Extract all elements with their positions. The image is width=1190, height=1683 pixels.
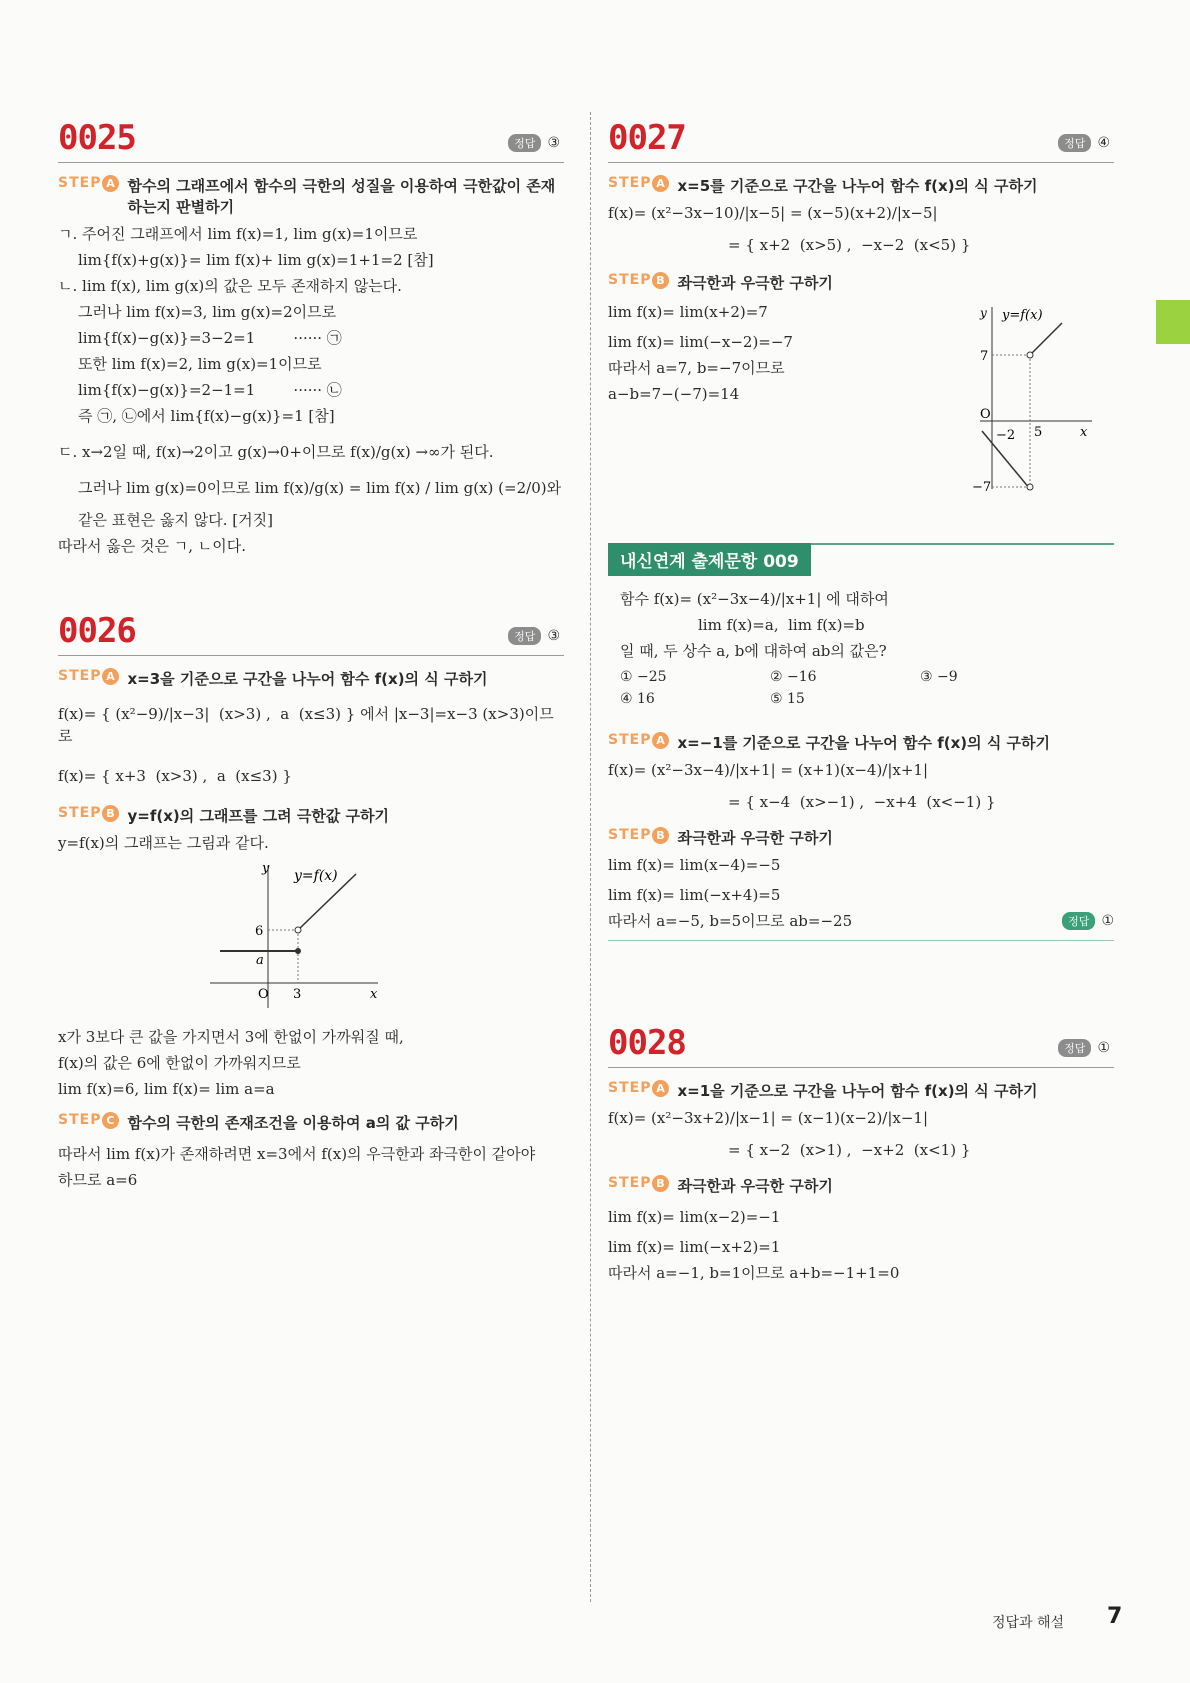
- origin-label: O: [258, 987, 269, 1002]
- problem-number: 0025: [58, 118, 136, 158]
- curve-label: y=f(x): [294, 868, 338, 884]
- step-title: x=3을 기준으로 구간을 나누어 함수 f(x)의 식 구하기: [127, 670, 488, 688]
- answer-value: ③: [547, 628, 560, 644]
- footer-label: 정답과 해설: [992, 1615, 1065, 1631]
- answer: [508, 627, 560, 645]
- tick-label: 6: [255, 924, 264, 939]
- text-line: y=f(x)의 그래프는 그림과 같다.: [58, 834, 269, 852]
- tick-label: −7: [972, 480, 992, 491]
- text-line: f(x)= (x²−3x−4)/|x+1| = (x+1)(x−4)/|x+1|: [608, 761, 929, 779]
- answer: [1058, 1039, 1110, 1057]
- right-segment: [1030, 323, 1062, 355]
- answer-badge: 정답: [508, 134, 541, 152]
- step-tag: STEP A: [608, 1080, 669, 1097]
- answer-badge: 정답: [1062, 912, 1095, 930]
- text-line: 따라서 a=−1, b=1이므로 a+b=−1+1=0: [608, 1264, 900, 1282]
- step-a: [608, 732, 1114, 753]
- origin-label: O: [980, 407, 991, 422]
- step-b-body: [608, 301, 1114, 491]
- open-point: [1027, 352, 1033, 358]
- answer-value: ①: [1097, 1040, 1110, 1056]
- text-line: = { x+2 (x>5) , −x−2 (x<5) }: [728, 236, 971, 254]
- step-tag: STEP A: [608, 732, 669, 749]
- answer: [1058, 134, 1110, 152]
- step-title: 함수의 극한의 존재조건을 이용하여 a의 값 구하기: [127, 1114, 459, 1132]
- tick-label: 3: [293, 987, 302, 1002]
- step-a: [608, 1080, 1114, 1101]
- text-line: lim f(x)=a, lim f(x)=b: [698, 616, 865, 634]
- text-line: f(x)의 값은 6에 한없이 가까워지므로: [58, 1054, 301, 1072]
- tick-label: 5: [1034, 425, 1043, 440]
- text-line: f(x)= { x+3 (x>3) , a (x≤3) }: [58, 767, 292, 785]
- text-line: f(x)= (x²−3x+2)/|x−1| = (x−1)(x−2)/|x−1|: [608, 1109, 929, 1127]
- tick-label: −2: [996, 428, 1016, 443]
- tick-label: a: [256, 953, 264, 968]
- step-title: x=1을 기준으로 구간을 나누어 함수 f(x)의 식 구하기: [677, 1082, 1038, 1100]
- open-point: [295, 927, 301, 933]
- step-tag: STEP B: [608, 272, 669, 289]
- open-point: [1027, 484, 1033, 490]
- text-line: lim f(x)= lim(−x−2)=−7: [608, 333, 793, 351]
- text-line: 하므로 a=6: [58, 1171, 138, 1189]
- step-title: 좌극한과 우극한 구하기: [677, 274, 833, 292]
- text-line: a−b=7−(−7)=14: [608, 385, 740, 403]
- text-line: lim f(x)=6, lim f(x)= lim a=a: [58, 1080, 275, 1098]
- related-problem: [608, 543, 1114, 941]
- step-c: [58, 1112, 564, 1133]
- text-line: 함수 f(x)= (x²−3x−4)/|x+1| 에 대하여: [620, 590, 889, 608]
- answer-badge: 정답: [508, 627, 541, 645]
- step-title: x=−1를 기준으로 구간을 나누어 함수 f(x)의 식 구하기: [677, 734, 1051, 752]
- tick-label: 7: [980, 349, 989, 364]
- text-line: f(x)= (x²−3x−10)/|x−5| = (x−5)(x+2)/|x−5|: [608, 204, 938, 222]
- text-line: 일 때, 두 상수 a, b에 대하여 ab의 값은?: [620, 642, 887, 660]
- problem-0027-header: [608, 112, 1114, 163]
- text-line: x가 3보다 큰 값을 가지면서 3에 한없이 가까워질 때,: [58, 1028, 404, 1046]
- choice: ⑤ 15: [770, 691, 805, 707]
- side-tab: [1156, 300, 1190, 344]
- step-b: [58, 805, 564, 826]
- step-title: x=5를 기준으로 구간을 나누어 함수 f(x)의 식 구하기: [677, 177, 1038, 195]
- x-axis-label: x: [370, 987, 378, 1002]
- choice: ① −25: [620, 669, 667, 685]
- choices: [620, 666, 1114, 710]
- step-title: y=f(x)의 그래프를 그려 극한값 구하기: [127, 807, 389, 825]
- problem-0025-header: [58, 112, 564, 163]
- step-tag: STEP B: [608, 827, 669, 844]
- choice: ④ 16: [620, 691, 655, 707]
- y-axis-label: y: [262, 861, 270, 876]
- choice: ② −16: [770, 669, 817, 685]
- step-tag: STEP B: [58, 805, 119, 822]
- problem-0026-header: [58, 605, 564, 656]
- text-line: lim f(x)= lim(x−4)=−5: [608, 856, 781, 874]
- step-tag: STEP C: [58, 1112, 119, 1129]
- answer-badge: 정답: [1058, 134, 1091, 152]
- x-axis-label: x: [1080, 425, 1088, 440]
- text-line: 그러나 lim f(x)=3, lim g(x)=2이므로: [78, 303, 337, 321]
- closed-point: [295, 948, 301, 954]
- answer-value: ①: [1101, 913, 1114, 929]
- problem-0028-header: [608, 1017, 1114, 1068]
- text-line: = { x−4 (x>−1) , −x+4 (x<−1) }: [728, 793, 996, 811]
- step-b: [608, 1175, 1114, 1196]
- problem-number: 0028: [608, 1023, 686, 1063]
- step-tag: STEP A: [58, 668, 119, 685]
- text-line: 그러나 lim g(x)=0이므로 lim f(x)/g(x) = lim f(x) / lim g(x) (=2/0)와: [78, 479, 562, 497]
- step-a: [58, 175, 564, 217]
- step-tag: STEP B: [608, 1175, 669, 1192]
- step-title: 좌극한과 우극한 구하기: [677, 1177, 833, 1195]
- text-line: lim f(x)= lim(x+2)=7: [608, 303, 768, 321]
- text-line: lim{f(x)−g(x)}=3−2=1 ······ ㉠: [78, 329, 342, 347]
- text-line: = { x−2 (x>1) , −x+2 (x<1) }: [728, 1141, 971, 1159]
- y-axis-label: y: [980, 306, 987, 320]
- problem-number: 0026: [58, 611, 136, 651]
- answer: [508, 134, 560, 152]
- step-b: [608, 827, 1114, 848]
- text-line: 같은 표현은 옳지 않다. [거짓]: [78, 511, 273, 529]
- step-tag: STEP A: [58, 175, 119, 192]
- step-a: [58, 668, 564, 689]
- text-line: f(x)= { (x²−9)/|x−3| (x>3) , a (x≤3) } 에서 |x−3|=x−3 (x>3)이므로: [58, 705, 554, 745]
- step-title: 함수의 그래프에서 함수의 극한의 성질을 이용하여 극한값이 존재하는지 판별하기: [127, 177, 556, 216]
- text-line: ㄷ. x→2일 때, f(x)→2이고 g(x)→0+이므로 f(x)/g(x) →∞가 된다.: [58, 443, 494, 461]
- answer-value: ③: [547, 135, 560, 151]
- text-line: lim{f(x)+g(x)}= lim f(x)+ lim g(x)=1+1=2 [참]: [78, 251, 434, 269]
- column-divider: [590, 112, 591, 1602]
- choice: ③ −9: [920, 669, 958, 685]
- text-line: lim f(x)= lim(x−2)=−1: [608, 1208, 781, 1226]
- answer-value: ④: [1097, 135, 1110, 151]
- text-line: lim f(x)= lim(−x+2)=1: [608, 1238, 781, 1256]
- step-tag: STEP A: [608, 175, 669, 192]
- graph-0027: [952, 301, 1102, 491]
- text-line: 즉 ㉠, ㉡에서 lim{f(x)−g(x)}=1 [참]: [78, 407, 335, 425]
- text-line: ㄱ. 주어진 그래프에서 lim f(x)=1, lim g(x)=1이므로: [58, 225, 418, 243]
- step-a: [608, 175, 1114, 196]
- text-line: 따라서 옳은 것은 ㄱ, ㄴ이다.: [58, 537, 246, 555]
- text-line: 따라서 a=7, b=−7이므로: [608, 359, 785, 377]
- text-line: ㄴ. lim f(x), lim g(x)의 값은 모두 존재하지 않는다.: [58, 277, 402, 295]
- problem-number: 0027: [608, 118, 686, 158]
- answer-badge: 정답: [1058, 1039, 1091, 1057]
- text-line: 또한 lim f(x)=2, lim g(x)=1이므로: [78, 355, 322, 373]
- related-title: 내신연계 출제문항 009: [608, 543, 811, 576]
- text-line: lim f(x)= lim(−x+4)=5: [608, 886, 781, 904]
- step-b: [608, 272, 1114, 293]
- right-column: [608, 112, 1114, 1288]
- text-line: 따라서 lim f(x)가 존재하려면 x=3에서 f(x)의 우극한과 좌극한이 같아야: [58, 1145, 536, 1163]
- graph-0026: [58, 858, 564, 1018]
- left-column: [58, 112, 564, 1195]
- step-title: 좌극한과 우극한 구하기: [677, 829, 833, 847]
- curve-label: y=f(x): [1002, 308, 1043, 323]
- text-line: lim{f(x)−g(x)}=2−1=1 ······ ㉡: [78, 381, 342, 399]
- page-number: 7: [1107, 1604, 1123, 1629]
- text-line: 따라서 a=−5, b=5이므로 ab=−25: [608, 912, 853, 930]
